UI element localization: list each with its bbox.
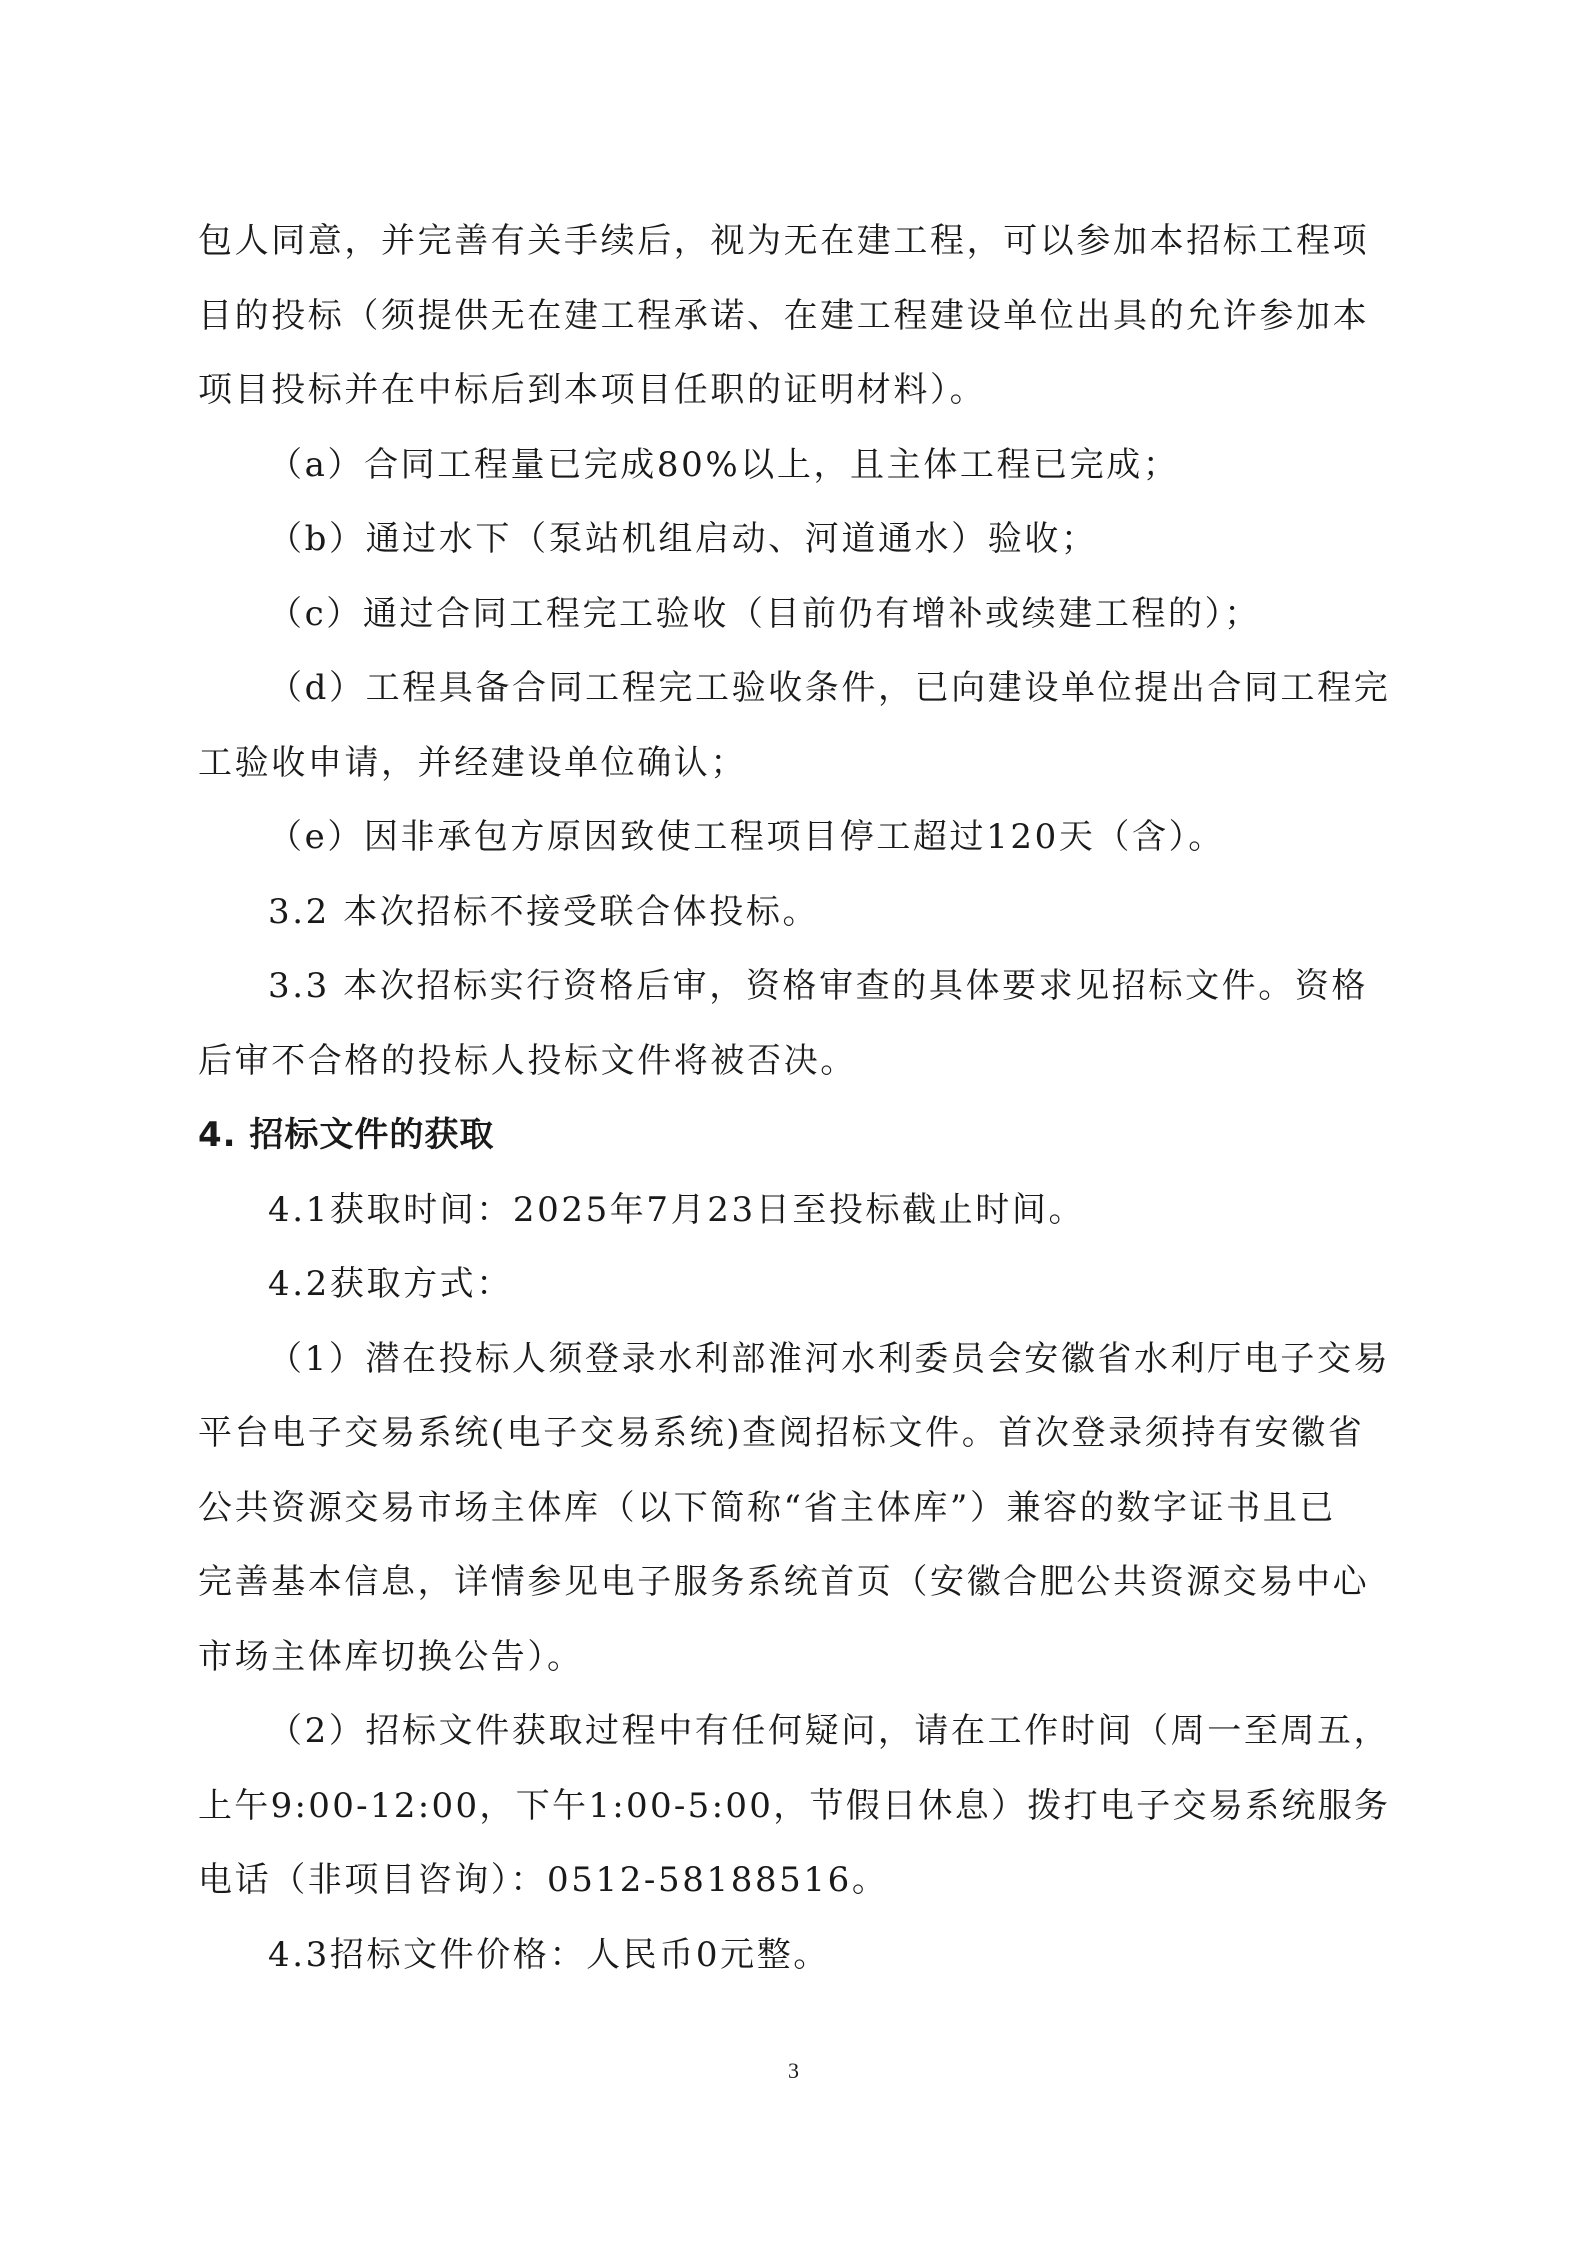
text-line: 工验收申请，并经建设单位确认； — [198, 742, 747, 783]
clause-4-1: 4.1获取时间：2025年7月23日至投标截止时间。 — [268, 1189, 1086, 1230]
clause-4-2: 4.2获取方式： — [268, 1264, 513, 1304]
list-item-2: （2）招标文件获取过程中有任何疑问，请在工作时间（周一至周五， — [268, 1711, 1391, 1751]
list-item-c: （c）通过合同工程完工验收（目前仍有增补或续建工程的）； — [268, 593, 1261, 634]
text-line: 上午9:00-12:00，下午1:00-5:00，节假日休息）拨打电子交易系统服务 — [198, 1785, 1391, 1826]
text-line: 后审不合格的投标人投标文件将被否决。 — [198, 1040, 857, 1081]
list-item-a: （a）合同工程量已完成80%以上，且主体工程已完成； — [268, 444, 1180, 485]
text-line: 项目投标并在中标后到本项目任职的证明材料）。 — [198, 370, 987, 410]
text-line: 市场主体库切换公告）。 — [198, 1636, 584, 1677]
document-body — [198, 204, 1398, 1992]
list-item-1: （1）潜在投标人须登录水利部淮河水利委员会安徽省水利厅电子交易 — [268, 1338, 1391, 1379]
list-item-d: （d）工程具备合同工程完工验收条件，已向建设单位提出合同工程完 — [268, 668, 1391, 708]
section-heading: 4. 招标文件的获取 — [198, 1115, 495, 1155]
text-line: 目的投标（须提供无在建工程承诺、在建工程建设单位出具的允许参加本 — [198, 295, 1370, 336]
text-line: 完善基本信息，详情参见电子服务系统首页（安徽合肥公共资源交易中心 — [198, 1562, 1370, 1602]
text-line: 公共资源交易市场主体库（以下简称“省主体库”）兼容的数字证书且已 — [198, 1487, 1336, 1528]
list-item-b: （b）通过水下（泵站机组启动、河道通水）验收； — [268, 519, 1098, 559]
text-line: 平台电子交易系统(电子交易系统)查阅招标文件。首次登录须持有安徽省 — [198, 1413, 1365, 1453]
clause-4-3: 4.3招标文件价格：人民币0元整。 — [268, 1934, 830, 1975]
text-line: 包人同意，并完善有关手续后，视为无在建工程，可以参加本招标工程项 — [198, 221, 1370, 261]
clause-3-2: 3.2 本次招标不接受联合体投标。 — [268, 891, 820, 932]
text-line: 电话（非项目咨询）：0512-58188516。 — [198, 1860, 889, 1900]
page-number: 3 — [788, 2058, 799, 2083]
list-item-e: （e）因非承包方原因致使工程项目停工超过120天（含）。 — [268, 817, 1225, 857]
clause-3-3: 3.3 本次招标实行资格后审，资格审查的具体要求见招标文件。资格 — [268, 966, 1369, 1006]
